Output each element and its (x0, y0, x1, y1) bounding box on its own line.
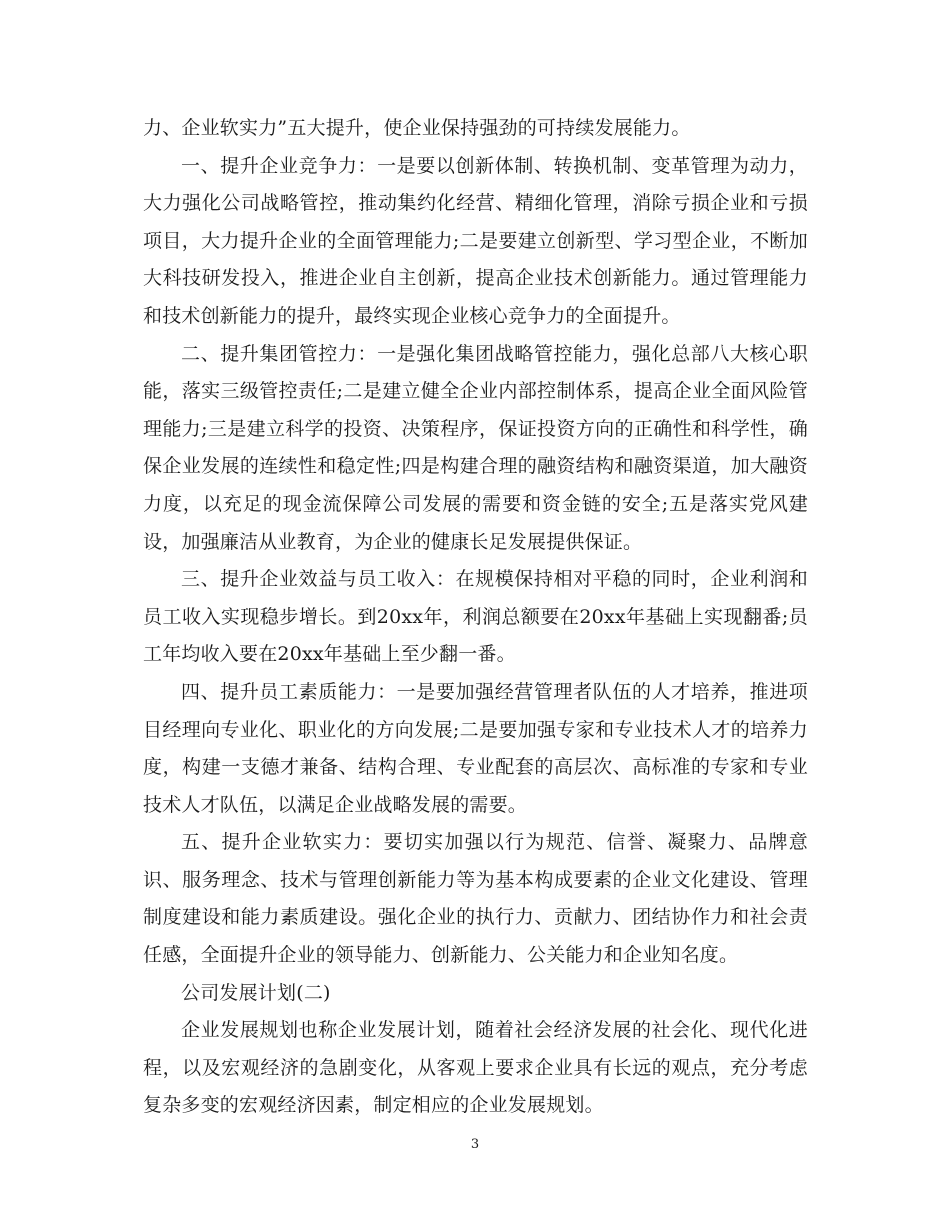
paragraph-competitiveness: 一、提升企业竞争力：一是要以创新体制、转换机制、变革管理为动力，大力强化公司战略管控，推动集约化经营、精细化管理，消除亏损企业和亏损项目，大力提升企业的全面管理能力;二是要建立创新型、学习型企业，不断加大科技研发投入，推进企业自主创新，提高企业技术创新能力。通过管理能力和技术创新能力的提升，最终实现企业核心竞争力的全面提升。 (143, 154, 808, 327)
paragraph-group-control: 二、提升集团管控力：一是强化集团战略管控能力，强化总部八大核心职能，落实三级管控责任;二是建立健全企业内部控制体系，提高企业全面风险管理能力;三是建立科学的投资、决策程序，保证投资方向的正确性和科学性，确保企业发展的连续性和稳定性;四是构建合理的融资结构和融资渠道，加大融资力度，以充足的现金流保障公司发展的需要和资金链的安全;五是落实党风建设，加强廉洁从业教育，为企业的健康长足发展提供保证。 (143, 342, 808, 553)
paragraph-soft-power: 五、提升企业软实力：要切实加强以行为规范、信誉、凝聚力、品牌意识、服务理念、技术与管理创新能力等为基本构成要素的企业文化建设、管理制度建设和能力素质建设。强化企业的执行力、贡献力、团结协作力和社会责任感，全面提升企业的领导能力、创新能力、公关能力和企业知名度。 (143, 831, 808, 967)
paragraph-staff-quality: 四、提升员工素质能力：一是要加强经营管理者队伍的人才培养，推进项目经理向专业化、职业化的方向发展;二是要加强专家和专业技术人才的培养力度，构建一支德才兼备、结构合理、专业配套的高层次、高标准的专家和专业技术人才队伍，以满足企业战略发展的需要。 (143, 680, 808, 816)
paragraph-benefits-income: 三、提升企业效益与员工收入：在规模保持相对平稳的同时，企业利润和员工收入实现稳步增长。到20xx年，利润总额要在20xx年基础上实现翻番;员工年均收入要在20xx年基础上至少翻一番。 (143, 568, 808, 666)
page-number: 3 (470, 1137, 480, 1152)
paragraph-continuation: 力、企业软实力”五大提升，使企业保持强劲的可持续发展能力。 (143, 117, 691, 139)
section-heading: 公司发展计划(二) (181, 981, 331, 1004)
body-text (143, 110, 808, 1125)
paragraph-development-plan: 企业发展规划也称企业发展计划，随着社会经济发展的社会化、现代化进程，以及宏观经济的急剧变化，从客观上要求企业具有长远的观点，充分考虑复杂多变的宏观经济因素，制定相应的企业发展规划。 (143, 1019, 808, 1117)
